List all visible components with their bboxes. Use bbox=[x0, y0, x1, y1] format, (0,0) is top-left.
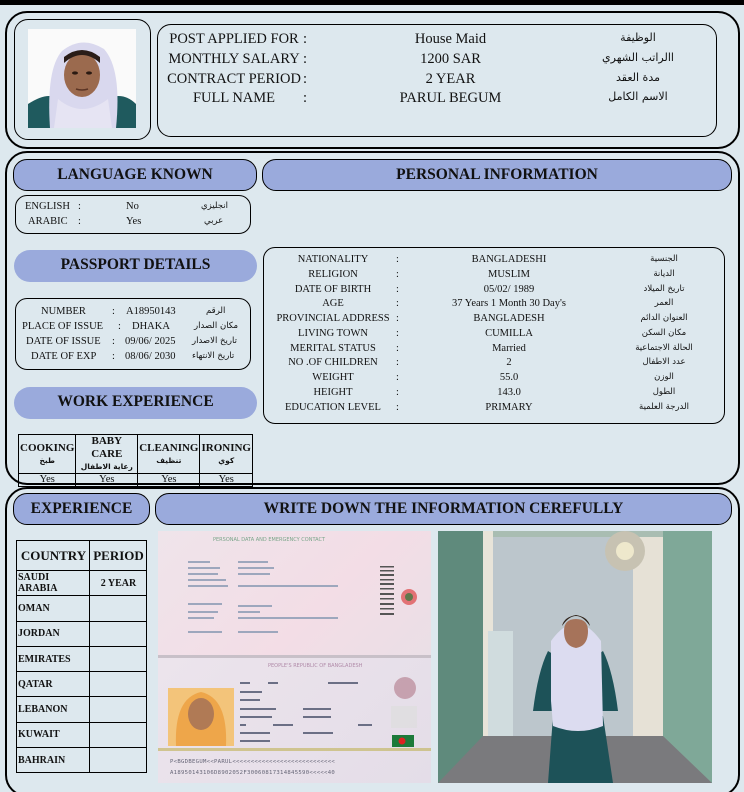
personal-info-row bbox=[264, 402, 726, 416]
experience-period bbox=[90, 748, 147, 773]
experience-row bbox=[17, 621, 147, 646]
skill-ironing-value: Yes bbox=[200, 474, 253, 487]
period-header: PERIOD bbox=[90, 541, 147, 571]
colon: : bbox=[396, 372, 399, 383]
experience-row bbox=[17, 646, 147, 671]
work-skills-value-row bbox=[19, 474, 253, 487]
experience-header-row bbox=[17, 541, 147, 571]
passport-arabic-label: تاريخ الاصدار bbox=[192, 336, 237, 346]
personal-info-value: 37 Years 1 Month 30 Day's bbox=[452, 298, 566, 310]
personal-info-label: NO .OF CHILDREN bbox=[288, 357, 378, 369]
colon: : bbox=[396, 401, 399, 413]
colon: : bbox=[303, 31, 308, 47]
experience-country: KUWAIT bbox=[17, 722, 90, 747]
work-experience-heading: WORK EXPERIENCE bbox=[14, 387, 257, 419]
contract-arabic-label: مدة العقد bbox=[616, 71, 660, 84]
personal-info-arabic-label: عدد الاطفال bbox=[642, 357, 686, 368]
experience-country: QATAR bbox=[17, 672, 90, 697]
passport-issue-date-value: 09/06/ 2025 bbox=[125, 336, 176, 347]
colon: : bbox=[78, 201, 81, 212]
experience-heading: EXPERIENCE bbox=[13, 493, 150, 525]
salary-value: 1200 SAR bbox=[420, 51, 481, 67]
passport-row-expiry-date bbox=[16, 351, 252, 365]
passport-label: DATE OF ISSUE bbox=[26, 336, 101, 347]
passport-label: DATE OF EXP bbox=[31, 351, 97, 362]
personal-info-arabic-label: الحالة الاجتماعية bbox=[635, 342, 693, 353]
passport-row-issue-date bbox=[16, 336, 252, 350]
personal-info-row bbox=[264, 372, 726, 386]
personal-info-value: CUMILLA bbox=[485, 327, 533, 339]
passport-page1-fields bbox=[158, 531, 431, 655]
skill-cleaning-header: CLEANING تنظيف bbox=[138, 435, 200, 474]
language-arabic-label: انجليزي bbox=[201, 201, 228, 211]
passport-expiry-date-value: 08/06/ 2030 bbox=[125, 351, 176, 362]
personal-info-arabic-label: تاريخ الميلاد bbox=[643, 283, 685, 294]
colon: : bbox=[396, 298, 399, 310]
experience-row bbox=[17, 697, 147, 722]
country-header: COUNTRY bbox=[17, 541, 90, 571]
colon: : bbox=[396, 254, 399, 265]
passport-mrz-line-1: P<BGDBEGUM<<PARUL<<<<<<<<<<<<<<<<<<<<<<<<<<<< bbox=[170, 759, 336, 765]
experience-row bbox=[17, 571, 147, 596]
colon: : bbox=[118, 321, 121, 332]
personal-info-value: 2 bbox=[506, 357, 512, 369]
personal-info-label: DATE OF BIRTH bbox=[294, 283, 372, 295]
candidate-full-body-photo bbox=[438, 531, 712, 783]
experience-row bbox=[17, 596, 147, 621]
skill-cooking-header: COOKING طبخ bbox=[19, 435, 76, 474]
personal-info-arabic-label: العنوان الدائم bbox=[640, 313, 688, 323]
language-label: ENGLISH bbox=[25, 201, 70, 212]
contract-label: CONTRACT PERIOD bbox=[167, 71, 301, 87]
summary-row-name bbox=[158, 90, 718, 110]
experience-country: JORDAN bbox=[17, 621, 90, 646]
personal-information-heading: PERSONAL INFORMATION bbox=[262, 159, 732, 191]
language-box bbox=[15, 195, 251, 234]
experience-period bbox=[90, 621, 147, 646]
skill-cleaning-value: Yes bbox=[138, 474, 200, 487]
summary-row-salary bbox=[158, 51, 718, 71]
skill-baby-care-value: Yes bbox=[76, 474, 138, 487]
colon: : bbox=[396, 342, 399, 354]
passport-row-number bbox=[16, 306, 252, 320]
personal-info-label: HEIGHT bbox=[313, 386, 353, 398]
colon: : bbox=[396, 386, 399, 398]
salary-label: MONTHLY SALARY bbox=[168, 51, 300, 67]
language-value: No bbox=[126, 201, 139, 212]
personal-info-row bbox=[264, 313, 726, 327]
passport-page2-title: PEOPLE'S REPUBLIC OF BANGLADESH bbox=[268, 663, 363, 669]
personal-info-arabic-label: الجنسية bbox=[650, 254, 678, 264]
experience-period bbox=[90, 697, 147, 722]
experience-country: BAHRAIN bbox=[17, 748, 90, 773]
personal-info-value: BANGLADESHI bbox=[471, 254, 547, 265]
passport-page-bio-data bbox=[158, 658, 431, 783]
salary-arabic-label: االراتب الشهري bbox=[602, 51, 674, 64]
language-arabic-label: عربي bbox=[204, 216, 224, 226]
experience-period bbox=[90, 672, 147, 697]
post-label: POST APPLIED FOR bbox=[169, 31, 299, 47]
colon: : bbox=[396, 357, 399, 369]
experience-country: LEBANON bbox=[17, 697, 90, 722]
personal-info-row bbox=[264, 254, 726, 268]
experience-period bbox=[90, 722, 147, 747]
experience-country: OMAN bbox=[17, 596, 90, 621]
work-skills-table bbox=[18, 434, 253, 487]
write-down-heading: WRITE DOWN THE INFORMATION CEREFULLY bbox=[155, 493, 732, 525]
personal-info-value: 55.0 bbox=[499, 372, 519, 383]
personal-info-arabic-label: مكان السكن bbox=[641, 327, 687, 338]
summary-row-contract bbox=[158, 71, 718, 91]
experience-period bbox=[90, 596, 147, 621]
experience-period bbox=[90, 646, 147, 671]
passport-number-value: A18950143 bbox=[126, 306, 176, 317]
personal-info-label: EDUCATION LEVEL bbox=[285, 401, 381, 413]
colon: : bbox=[303, 71, 308, 87]
candidate-portrait-photo bbox=[28, 29, 136, 128]
personal-info-arabic-label: الطول bbox=[652, 386, 676, 397]
post-value: House Maid bbox=[414, 31, 487, 47]
personal-info-row bbox=[264, 387, 726, 401]
experience-row bbox=[17, 672, 147, 697]
name-value: PARUL BEGUM bbox=[399, 90, 502, 106]
personal-info-value: PRIMARY bbox=[485, 401, 533, 413]
personal-info-arabic-label: الوزن bbox=[654, 372, 674, 382]
colon: : bbox=[396, 313, 399, 324]
skill-ironing-header: IRONING كوي bbox=[200, 435, 253, 474]
personal-info-row bbox=[264, 343, 726, 357]
personal-info-label: LIVING TOWN bbox=[298, 327, 368, 339]
top-bar bbox=[0, 0, 744, 5]
passport-label: PLACE OF ISSUE bbox=[22, 321, 104, 332]
personal-info-label: WEIGHT bbox=[312, 372, 354, 383]
personal-info-row bbox=[264, 357, 726, 371]
passport-place-value: DHAKA bbox=[132, 321, 170, 332]
experience-row bbox=[17, 748, 147, 773]
personal-info-value: Married bbox=[492, 342, 526, 354]
experience-period: 2 YEAR bbox=[90, 571, 147, 596]
personal-info-row bbox=[264, 269, 726, 283]
personal-info-row bbox=[264, 298, 726, 312]
name-label: FULL NAME bbox=[192, 90, 276, 106]
personal-info-arabic-label: الدرجة العلمية bbox=[639, 401, 689, 412]
language-row-arabic bbox=[16, 216, 252, 230]
personal-info-label: MERITAL STATUS bbox=[290, 342, 376, 354]
country-experience-table bbox=[16, 540, 147, 773]
personal-info-value: BANGLADESH bbox=[473, 313, 545, 324]
passport-mrz-line-2: A18950143106D8902052F30060817314845590<<<<<40 bbox=[170, 770, 336, 776]
personal-info-value: 143.0 bbox=[497, 386, 521, 398]
passport-page1-title: PERSONAL DATA AND EMERGENCY CONTACT bbox=[213, 537, 326, 543]
colon: : bbox=[396, 327, 399, 339]
language-known-heading: LANGUAGE KNOWN bbox=[13, 159, 257, 191]
personal-info-row bbox=[264, 328, 726, 342]
passport-details-heading: PASSPORT DETAILS bbox=[14, 250, 257, 282]
colon: : bbox=[303, 51, 308, 67]
personal-info-row bbox=[264, 284, 726, 298]
passport-box bbox=[15, 298, 251, 370]
skill-baby-care-header: BABY CARE رعاية الاطفال bbox=[76, 435, 138, 474]
colon: : bbox=[396, 268, 399, 280]
experience-row bbox=[17, 722, 147, 747]
personal-info-label: RELIGION bbox=[308, 268, 358, 280]
passport-row-place bbox=[16, 321, 252, 335]
personal-info-value: MUSLIM bbox=[487, 268, 530, 280]
passport-arabic-label: مكان الصدار bbox=[194, 321, 239, 331]
passport-page-emergency-contact bbox=[158, 531, 431, 655]
personal-info-value: 05/02/ 1989 bbox=[483, 283, 535, 295]
job-summary-box bbox=[157, 24, 717, 137]
colon: : bbox=[112, 351, 115, 362]
passport-arabic-label: الرقم bbox=[206, 306, 226, 316]
colon: : bbox=[112, 306, 115, 317]
language-value: Yes bbox=[126, 216, 142, 227]
experience-country: EMIRATES bbox=[17, 646, 90, 671]
passport-scan-image bbox=[158, 531, 431, 783]
personal-info-label: NATIONALITY bbox=[297, 254, 369, 265]
summary-row-post bbox=[158, 31, 718, 51]
contract-value: 2 YEAR bbox=[425, 71, 476, 87]
skill-cooking-value: Yes bbox=[19, 474, 76, 487]
colon: : bbox=[78, 216, 81, 227]
passport-arabic-label: تاريخ الانتهاء bbox=[192, 351, 235, 361]
work-skills-header-row bbox=[19, 435, 253, 474]
personal-info-box bbox=[263, 247, 725, 424]
colon: : bbox=[396, 283, 399, 295]
passport-label: NUMBER bbox=[41, 306, 86, 317]
personal-info-label: PROVINCIAL ADDRESS bbox=[276, 313, 390, 324]
personal-info-arabic-label: الديانة bbox=[653, 268, 675, 279]
language-row-english bbox=[16, 201, 252, 215]
name-arabic-label: الاسم الكامل bbox=[608, 90, 668, 103]
language-label: ARABIC bbox=[28, 216, 68, 227]
experience-country: SAUDI ARABIA bbox=[17, 571, 90, 596]
personal-info-label: AGE bbox=[322, 298, 344, 310]
post-arabic-label: الوظيفة bbox=[620, 31, 656, 44]
personal-info-arabic-label: العمر bbox=[654, 298, 674, 309]
colon: : bbox=[112, 336, 115, 347]
colon: : bbox=[303, 90, 308, 106]
